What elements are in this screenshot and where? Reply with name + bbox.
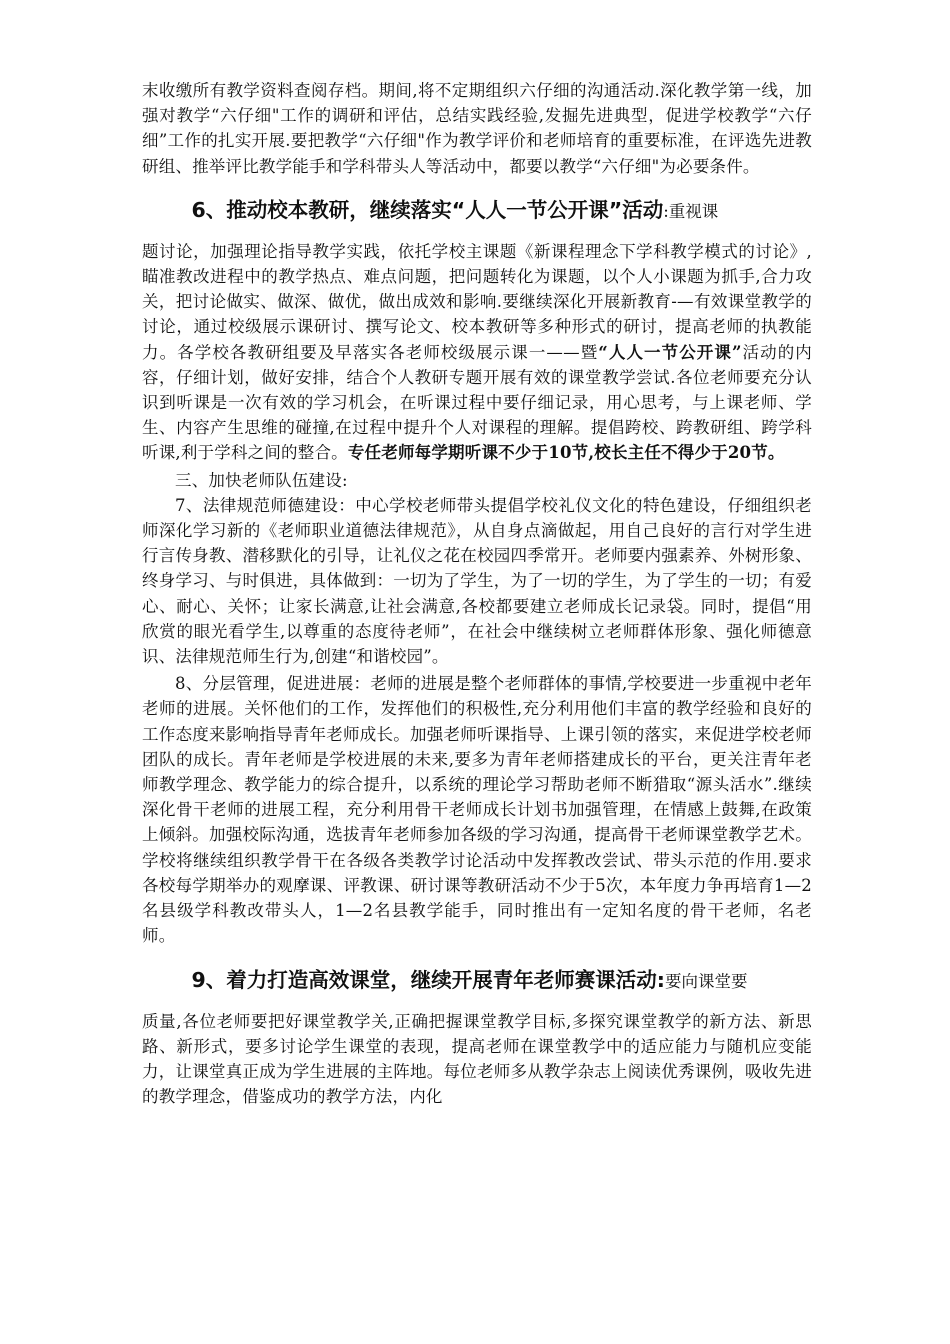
section-7-paragraph: 7、法律规范师德建设：中心学校老师带头提倡学校礼仪文化的特色建设，仔细组织老师深化学习新的《老师职业道德法律规范》，从自身点滴做起，用自己良好的言行对学生进行言传身教、潜移默化的引导，让礼仪之花在校园四季常开。老师要内强素养、外树形象、终身学习、与时俱进，具体做到：一切为了学生，为了一切的学生，为了学生的一切；有爱心、耐心、关怀；让家长满意,让社会满意,各校都要建立老师成长记录袋。同时，提倡“用欣赏的眼光看学生,以尊重的态度待老师”，在社会中继续树立老师群体形象、强化师德意识、法律规范师生行为,创建“和谐校园”。 [142, 495, 812, 667]
section-6-text-2: 活动的内容，仔细计划，做好安排，结合个人教研专题开展有效的课堂教学尝试.各位老师要充分认识到听课是一次有效的学习机会，在听课过程中要仔细记录，用心思考，与上课老师、学生、内容产生思维的碰撞,在过程中提升个人对课程的理解。提倡跨校、跨教研组、跨学科听课,利于学科之间的整合。 [142, 342, 812, 463]
section-6-paragraph [142, 239, 812, 466]
section-9-title-tail: 要向课堂要 [664, 971, 748, 991]
section-9-heading [142, 959, 812, 1003]
section-6-title: 6、推动校本教研，继续落实“人人一节公开课”活动 [191, 197, 664, 222]
section-6-emphasis-1: “人人一节公开课” [598, 342, 742, 362]
section-9-paragraph: 质量,各位老师要把好课堂教学关,正确把握课堂教学目标,多探究课堂教学的新方法、新思路、新形式，要多讨论学生课堂的表现，提高老师在课堂教学中的适应能力与随机应变能力，让课堂真正成为学生进展的主阵地。每位老师多从教学杂志上阅读优秀课例，吸收先进的教学理念，借鉴成功的教学方法，内化 [142, 1011, 812, 1107]
section-6-text-1: 题讨论，加强理论指导教学实践，依托学校主课题《新课程理念下学科教学模式的讨论》,瞄准教改进程中的教学热点、难点问题，把问题转化为课题，以个人小课题为抓手,合力攻关，把讨论做实、做深、做优，做出成效和影响.要继续深化开展新教育-—有效课堂教学的讨论，通过校级展示课研讨、撰写论文、校本教研等多种形式的研讨，提高老师的执教能力。各学校各教研组要及早落实各老师校级展示课一——暨 [142, 241, 812, 362]
section-6-heading [142, 189, 812, 233]
section-3-heading: 三、加快老师队伍建设: [175, 470, 348, 490]
intro-paragraph: 末收缴所有教学资料查阅存档。期间,将不定期组织六仔细的沟通活动.深化教学第一线，加强对教学“六仔细"工作的调研和评估，总结实践经验,发掘先进典型，促进学校教学“六仔细”工作的扎实开展.要把教学“六仔细"作为教学评价和老师培育的重要标准，在评选先进教研组、推举评比教学能手和学科带头人等活动中，都要以教学“六仔细"为必要条件。 [142, 81, 812, 176]
section-6-title-tail: :重视课 [663, 201, 719, 221]
document-page [142, 78, 812, 1109]
section-9-title: 9、着力打造高效课堂，继续开展青年老师赛课活动: [191, 967, 665, 992]
section-8-paragraph: 8、分层管理，促进进展：老师的进展是整个老师群体的事情,学校要进一步重视中老年老师的进展。关怀他们的工作，发挥他们的积极性,充分利用他们丰富的教学经验和良好的工作态度来影响指导青年老师成长。加强老师听课指导、上课引领的落实，来促进学校老师团队的成长。青年老师是学校进展的未来,要多为青年老师搭建成长的平台，更关注青年老师教学理念、教学能力的综合提升，以系统的理论学习帮助老师不断猎取“源头活水”.继续深化骨干老师的进展工程，充分利用骨干老师成长计划书加强管理，在情感上鼓舞,在政策上倾斜。加强校际沟通，选拔青年老师参加各级的学习沟通，提高骨干老师课堂教学艺术。学校将继续组织教学骨干在各级各类教学讨论活动中发挥教改尝试、带头示范的作用.要求各校每学期举办的观摩课、评教课、研讨课等教研活动不少于5次，本年度力争再培育1—2名县级学科教改带头人，1—2名县教学能手，同时推出有一定知名度的骨干老师，名老师。 [142, 674, 812, 946]
section-6-emphasis-2: 专任老师每学期听课不少于10节,校长主任不得少于20节。 [347, 443, 785, 463]
